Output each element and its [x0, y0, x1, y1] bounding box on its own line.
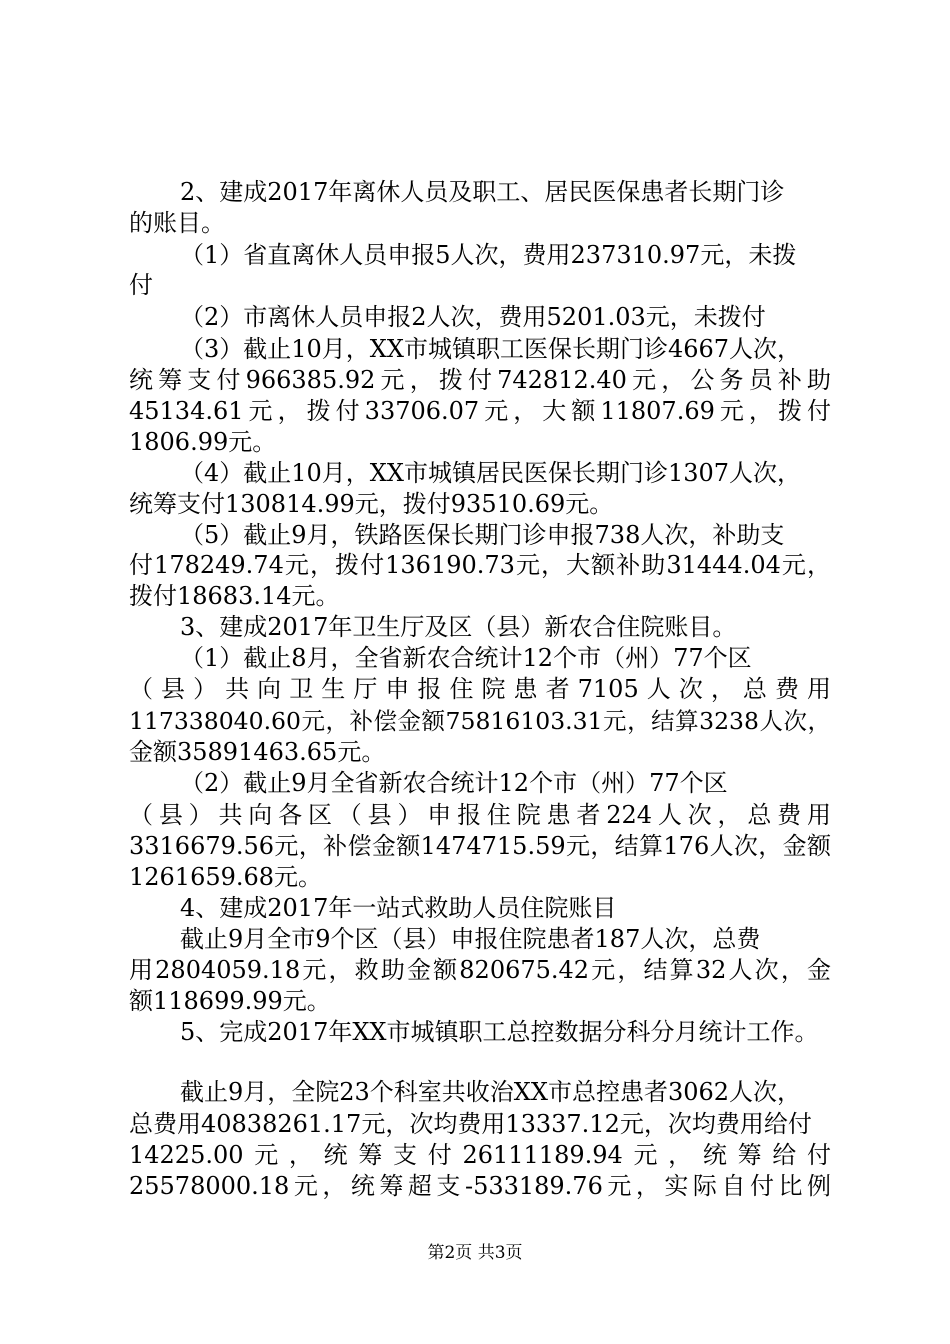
page-footer: 第2页 共3页: [427, 1243, 523, 1263]
text-line: 统筹支付130814.99元，拨付93510.69元。: [129, 490, 614, 518]
text-line: 25578000.18元，统筹超支-533189.76元，实际自付比例: [129, 1172, 831, 1200]
text-line: 截止9月全市9个区（县）申报住院患者187人次，总费: [180, 925, 761, 953]
text-line: （1）截止8月，全省新农合统计12个市（州）77个区: [180, 644, 752, 672]
text-line: 拨付18683.14元。: [129, 582, 340, 610]
text-line: （县）共向卫生厅申报住院患者7105人次，总费用: [129, 675, 831, 703]
text-line: （4）截止10月，XX市城镇居民医保长期门诊1307人次，: [180, 459, 802, 487]
text-line: （县）共向各区（县）申报住院患者224人次，总费用: [129, 801, 831, 829]
text-line: 117338040.60元，补偿金额75816103.31元，结算3238人次，: [129, 707, 831, 735]
text-line: 截止9月，全院23个科室共收治XX市总控患者3062人次，: [180, 1078, 802, 1106]
text-line: 5、完成2017年XX市城镇职工总控数据分科分月统计工作。: [180, 1018, 819, 1046]
text-line: 付: [129, 271, 153, 299]
text-line: 3、建成2017年卫生厅及区（县）新农合住院账目。: [180, 613, 737, 641]
text-line: 1261659.68元。: [129, 863, 323, 891]
text-line: 统筹支付966385.92元，拨付742812.40元，公务员补助: [129, 366, 831, 394]
text-line: 金额35891463.65元。: [129, 738, 386, 766]
text-line: 的账目。: [129, 209, 225, 237]
text-line: （2）截止9月全省新农合统计12个市（州）77个区: [180, 769, 728, 797]
text-line: 用2804059.18元，救助金额820675.42元，结算32人次，金: [129, 956, 831, 984]
text-line: 4、建成2017年一站式救助人员住院账目: [180, 894, 617, 922]
text-line: （2）市离休人员申报2人次，费用5201.03元，未拨付: [180, 303, 766, 331]
text-line: 2、建成2017年离休人员及职工、居民医保患者长期门诊: [180, 178, 785, 206]
text-line: 付178249.74元，拨付136190.73元，大额补助31444.04元，: [129, 551, 831, 579]
text-line: （5）截止9月，铁路医保长期门诊申报738人次，补助支: [180, 521, 785, 549]
text-line: （3）截止10月，XX市城镇职工医保长期门诊4667人次，: [180, 335, 802, 363]
text-line: 额118699.99元。: [129, 987, 331, 1015]
text-line: （1）省直离休人员申报5人次，费用237310.97元，未拨: [180, 241, 797, 269]
text-line: 3316679.56元，补偿金额1474715.59元，结算176人次，金额: [129, 832, 831, 860]
text-line: 45134.61元，拨付33706.07元，大额11807.69元，拨付: [129, 397, 831, 425]
text-line: 总费用40838261.17元，次均费用13337.12元，次均费用给付: [129, 1110, 812, 1138]
text-line: 14225.00元，统筹支付26111189.94元，统筹给付: [129, 1141, 831, 1169]
text-line: 1806.99元。: [129, 428, 277, 456]
